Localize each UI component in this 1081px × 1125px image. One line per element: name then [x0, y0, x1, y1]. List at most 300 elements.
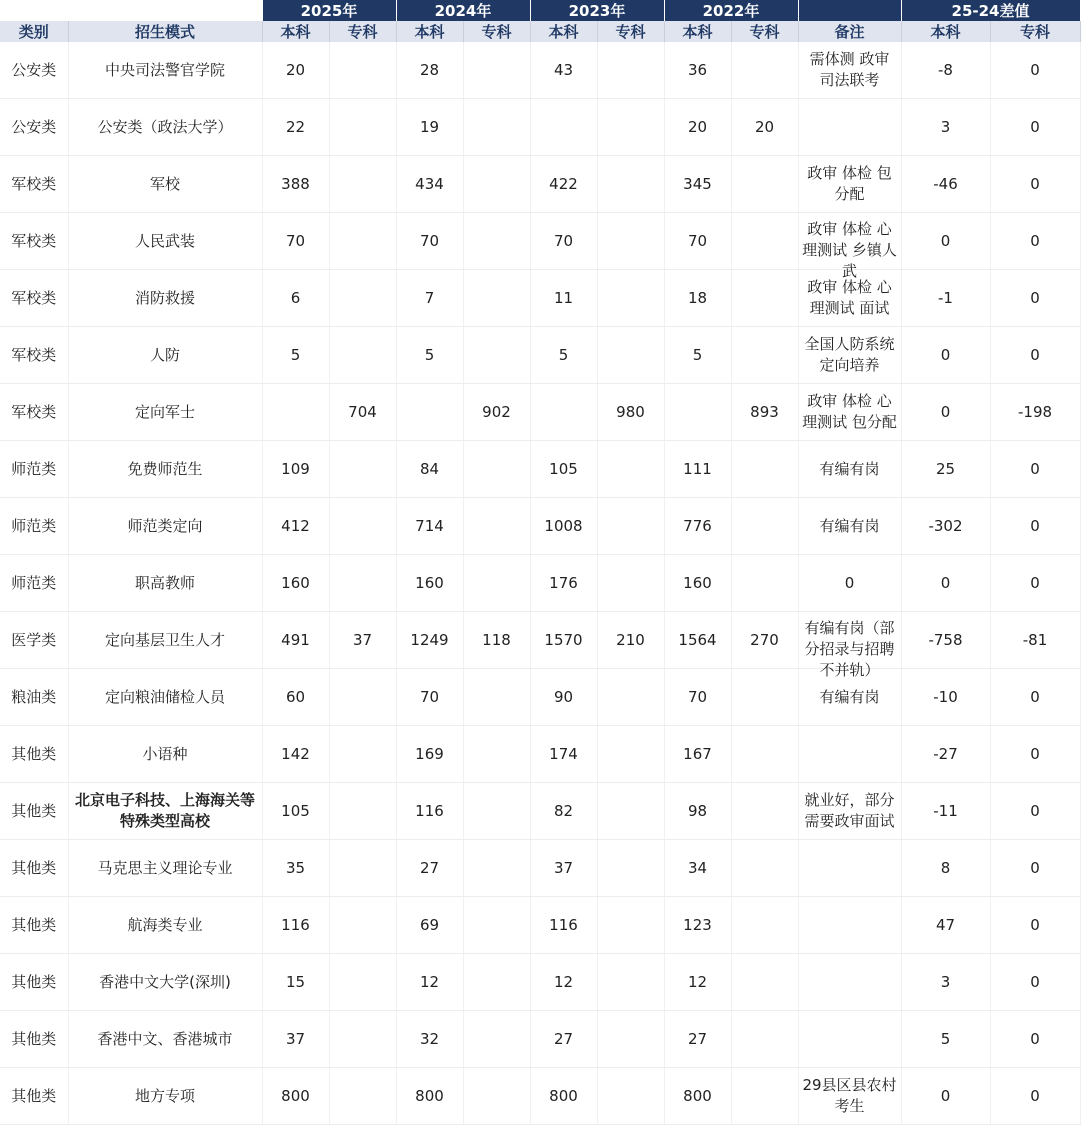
diff-zk: 0 [990, 954, 1080, 1011]
note-cell [798, 783, 901, 840]
category-cell: 师范类 [0, 555, 68, 612]
mode-cell: 消防救援 [68, 270, 262, 327]
diff-zk: 0 [990, 555, 1080, 612]
mode-cell: 定向基层卫生人才 [68, 612, 262, 669]
note-cell [798, 954, 901, 1011]
diff-zk: 0 [990, 1068, 1080, 1125]
value-2024-bk: 19 [396, 99, 463, 156]
value-2024-bk: 27 [396, 840, 463, 897]
value-2023-bk: 82 [530, 783, 597, 840]
table-row [0, 612, 1080, 669]
mode-cell: 定向军士 [68, 384, 262, 441]
table-row [0, 1011, 1080, 1068]
note-cell [798, 726, 901, 783]
value-2022-bk: 167 [664, 726, 731, 783]
note-text: 政审 体检 心理测试 面试 [807, 278, 892, 317]
note-cell [798, 270, 901, 327]
value-2025-bk: 388 [262, 156, 329, 213]
mode-cell: 香港中文大学(深圳) [68, 954, 262, 1011]
value-2023-bk: 105 [530, 441, 597, 498]
note-text: 有编有岗 [819, 516, 880, 535]
value-2025-bk: 160 [262, 555, 329, 612]
diff-zk: 0 [990, 213, 1080, 270]
value-2024-bk: 1249 [396, 612, 463, 669]
diff-bk: 0 [901, 213, 990, 270]
category-cell: 师范类 [0, 441, 68, 498]
value-2023-bk [530, 99, 597, 156]
diff-bk: -46 [901, 156, 990, 213]
col-2024-bk: 本科 [396, 21, 463, 42]
value-2025-bk: 6 [262, 270, 329, 327]
value-2024-bk: 169 [396, 726, 463, 783]
value-2023-bk [530, 384, 597, 441]
table-row [0, 156, 1080, 213]
value-2024-zk: 902 [463, 384, 530, 441]
mode-cell: 香港中文、香港城市 [68, 1011, 262, 1068]
value-2023-zk [597, 897, 664, 954]
value-2023-zk [597, 726, 664, 783]
diff-bk: -8 [901, 42, 990, 99]
value-2024-zk [463, 726, 530, 783]
note-cell [798, 441, 901, 498]
note-cell [798, 213, 901, 280]
value-2024-zk [463, 555, 530, 612]
note-text: 有编有岗 [819, 687, 880, 706]
note-cell [798, 327, 901, 384]
value-2025-bk: 20 [262, 42, 329, 99]
note-text: 全国人防系统定向培养 [804, 335, 895, 374]
value-2024-bk [396, 384, 463, 441]
table-row [0, 669, 1080, 726]
table-row [0, 954, 1080, 1011]
mode-cell: 人民武装 [68, 213, 262, 270]
table-row [0, 555, 1080, 612]
note-cell [798, 498, 901, 555]
value-2024-zk [463, 1011, 530, 1068]
diff-zk: 0 [990, 669, 1080, 726]
mode-cell: 航海类专业 [68, 897, 262, 954]
note-cell [798, 897, 901, 954]
diff-bk: 0 [901, 1068, 990, 1125]
table-row [0, 840, 1080, 897]
value-2025-zk [329, 1011, 396, 1068]
diff-zk: 0 [990, 498, 1080, 555]
note-text: 政审 体检 心理测试 包分配 [802, 392, 897, 431]
value-2022-zk [731, 1068, 798, 1125]
note-cell [798, 156, 901, 213]
diff-bk: -1 [901, 270, 990, 327]
value-2024-zk: 118 [463, 612, 530, 669]
value-2025-zk [329, 99, 396, 156]
diff-bk: -27 [901, 726, 990, 783]
year-header-2023: 2023年 [530, 0, 664, 21]
header-blank-cell [0, 0, 68, 21]
note-text: 0 [844, 573, 855, 592]
diff-bk: -11 [901, 783, 990, 840]
value-2025-zk [329, 555, 396, 612]
table-row [0, 1068, 1080, 1125]
category-cell: 公安类 [0, 42, 68, 99]
value-2022-zk [731, 327, 798, 384]
value-2024-bk: 434 [396, 156, 463, 213]
diff-bk: 25 [901, 441, 990, 498]
value-2025-bk [262, 384, 329, 441]
value-2024-bk: 28 [396, 42, 463, 99]
value-2025-zk [329, 213, 396, 270]
value-2025-bk: 109 [262, 441, 329, 498]
note-text: 29县区县农村考生 [802, 1076, 897, 1115]
diff-bk: -758 [901, 612, 990, 669]
note-text: 有编有岗（部分招录与招聘不并轨） [804, 619, 895, 679]
value-2024-bk: 714 [396, 498, 463, 555]
diff-bk: 8 [901, 840, 990, 897]
value-2025-zk [329, 783, 396, 840]
value-2023-bk: 11 [530, 270, 597, 327]
note-text: 就业好，部分需要政审面试 [804, 791, 895, 830]
mode-cell: 北京电子科技、上海海关等特殊类型高校 [68, 783, 262, 840]
col-diff-zk: 专科 [990, 21, 1080, 42]
value-2024-bk: 12 [396, 954, 463, 1011]
value-2024-bk: 84 [396, 441, 463, 498]
value-2025-bk: 70 [262, 213, 329, 270]
mode-cell: 马克思主义理论专业 [68, 840, 262, 897]
diff-bk: -302 [901, 498, 990, 555]
col-2023-bk: 本科 [530, 21, 597, 42]
diff-zk: 0 [990, 726, 1080, 783]
value-2025-zk [329, 669, 396, 726]
mode-cell: 人防 [68, 327, 262, 384]
col-mode: 招生模式 [68, 21, 262, 42]
value-2023-zk [597, 783, 664, 840]
table-row [0, 498, 1080, 555]
value-2024-bk: 116 [396, 783, 463, 840]
value-2022-zk [731, 42, 798, 99]
value-2024-zk [463, 156, 530, 213]
note-cell [798, 384, 901, 441]
col-category: 类别 [0, 21, 68, 42]
value-2025-zk [329, 954, 396, 1011]
value-2024-zk [463, 42, 530, 99]
value-2025-bk: 800 [262, 1068, 329, 1125]
value-2025-zk: 37 [329, 612, 396, 669]
diff-zk: 0 [990, 99, 1080, 156]
value-2022-bk: 20 [664, 99, 731, 156]
category-cell: 其他类 [0, 783, 68, 840]
table-row [0, 897, 1080, 954]
mode-cell: 军校 [68, 156, 262, 213]
value-2023-zk [597, 669, 664, 726]
value-2023-bk: 800 [530, 1068, 597, 1125]
value-2022-zk [731, 954, 798, 1011]
value-2024-bk: 69 [396, 897, 463, 954]
col-2023-zk: 专科 [597, 21, 664, 42]
col-diff-bk: 本科 [901, 21, 990, 42]
value-2023-bk: 12 [530, 954, 597, 1011]
year-header-2025: 2025年 [262, 0, 396, 21]
diff-zk: 0 [990, 840, 1080, 897]
value-2022-bk: 34 [664, 840, 731, 897]
value-2023-bk: 1008 [530, 498, 597, 555]
diff-bk: 0 [901, 384, 990, 441]
note-text: 需体测 政审 司法联考 [809, 50, 890, 89]
mode-cell: 中央司法警官学院 [68, 42, 262, 99]
diff-zk: -198 [990, 384, 1080, 441]
header-blank-note [798, 0, 901, 21]
diff-header: 25-24差值 [901, 0, 1080, 21]
table-row [0, 384, 1080, 441]
value-2024-zk [463, 1068, 530, 1125]
diff-zk: 0 [990, 897, 1080, 954]
value-2023-bk: 5 [530, 327, 597, 384]
value-2022-bk: 111 [664, 441, 731, 498]
value-2022-zk [731, 156, 798, 213]
value-2023-zk [597, 555, 664, 612]
diff-bk: 5 [901, 1011, 990, 1068]
table-row [0, 327, 1080, 384]
value-2025-zk [329, 840, 396, 897]
col-2025-zk: 专科 [329, 21, 396, 42]
value-2025-bk: 142 [262, 726, 329, 783]
value-2024-bk: 32 [396, 1011, 463, 1068]
value-2023-zk [597, 441, 664, 498]
table-row [0, 441, 1080, 498]
diff-zk: 0 [990, 156, 1080, 213]
diff-bk: 0 [901, 327, 990, 384]
value-2025-bk: 491 [262, 612, 329, 669]
table-row [0, 213, 1080, 270]
value-2022-bk [664, 384, 731, 441]
value-2025-bk: 412 [262, 498, 329, 555]
value-2025-bk: 22 [262, 99, 329, 156]
value-2023-bk: 176 [530, 555, 597, 612]
diff-bk: 3 [901, 954, 990, 1011]
diff-bk: 3 [901, 99, 990, 156]
value-2022-bk: 12 [664, 954, 731, 1011]
note-cell [798, 840, 901, 897]
category-cell: 军校类 [0, 156, 68, 213]
value-2024-bk: 70 [396, 669, 463, 726]
header-blank-cell [68, 0, 262, 21]
value-2023-bk: 90 [530, 669, 597, 726]
value-2022-bk: 800 [664, 1068, 731, 1125]
diff-zk: 0 [990, 270, 1080, 327]
diff-zk: 0 [990, 327, 1080, 384]
value-2024-zk [463, 669, 530, 726]
diff-zk: 0 [990, 1011, 1080, 1068]
value-2023-zk [597, 840, 664, 897]
col-2022-bk: 本科 [664, 21, 731, 42]
value-2024-bk: 7 [396, 270, 463, 327]
value-2022-bk: 98 [664, 783, 731, 840]
value-2022-bk: 123 [664, 897, 731, 954]
value-2025-bk: 105 [262, 783, 329, 840]
value-2022-zk: 20 [731, 99, 798, 156]
value-2025-bk: 116 [262, 897, 329, 954]
value-2023-bk: 1570 [530, 612, 597, 669]
category-cell: 其他类 [0, 1011, 68, 1068]
value-2024-zk [463, 270, 530, 327]
value-2022-zk: 893 [731, 384, 798, 441]
value-2023-bk: 174 [530, 726, 597, 783]
category-cell: 其他类 [0, 726, 68, 783]
value-2023-zk: 210 [597, 612, 664, 669]
value-2023-bk: 37 [530, 840, 597, 897]
year-header-2024: 2024年 [396, 0, 530, 21]
value-2025-zk: 704 [329, 384, 396, 441]
value-2022-bk: 70 [664, 213, 731, 270]
value-2025-bk: 37 [262, 1011, 329, 1068]
value-2024-zk [463, 441, 530, 498]
year-header-2022: 2022年 [664, 0, 798, 21]
table-body [0, 42, 1080, 1125]
value-2024-bk: 70 [396, 213, 463, 270]
value-2022-bk: 18 [664, 270, 731, 327]
diff-zk: 0 [990, 783, 1080, 840]
value-2022-bk: 1564 [664, 612, 731, 669]
value-2022-bk: 776 [664, 498, 731, 555]
value-2023-zk [597, 213, 664, 270]
value-2024-bk: 800 [396, 1068, 463, 1125]
value-2023-bk: 43 [530, 42, 597, 99]
mode-cell: 地方专项 [68, 1068, 262, 1125]
value-2022-bk: 160 [664, 555, 731, 612]
value-2022-zk [731, 669, 798, 726]
diff-bk: 0 [901, 555, 990, 612]
value-2025-zk [329, 726, 396, 783]
value-2022-zk [731, 441, 798, 498]
table-row [0, 726, 1080, 783]
mode-cell: 师范类定向 [68, 498, 262, 555]
year-header-row [0, 0, 1080, 21]
category-cell: 其他类 [0, 897, 68, 954]
value-2023-zk [597, 954, 664, 1011]
diff-bk: 47 [901, 897, 990, 954]
diff-zk: -81 [990, 612, 1080, 669]
value-2022-zk [731, 840, 798, 897]
value-2024-zk [463, 783, 530, 840]
col-2025-bk: 本科 [262, 21, 329, 42]
value-2022-zk [731, 783, 798, 840]
table-row [0, 99, 1080, 156]
value-2023-zk [597, 42, 664, 99]
value-2022-zk [731, 726, 798, 783]
col-2024-zk: 专科 [463, 21, 530, 42]
col-2022-zk: 专科 [731, 21, 798, 42]
mode-cell: 职高教师 [68, 555, 262, 612]
value-2022-bk: 36 [664, 42, 731, 99]
value-2024-zk [463, 498, 530, 555]
category-cell: 军校类 [0, 384, 68, 441]
table-row [0, 783, 1080, 840]
value-2025-bk: 5 [262, 327, 329, 384]
category-cell: 其他类 [0, 954, 68, 1011]
value-2022-bk: 70 [664, 669, 731, 726]
value-2022-zk [731, 555, 798, 612]
note-cell [798, 99, 901, 156]
category-cell: 其他类 [0, 1068, 68, 1125]
diff-zk: 0 [990, 42, 1080, 99]
value-2023-zk [597, 498, 664, 555]
category-cell: 军校类 [0, 213, 68, 270]
category-cell: 医学类 [0, 612, 68, 669]
note-text: 政审 体检 包分配 [807, 164, 892, 203]
value-2022-bk: 27 [664, 1011, 731, 1068]
value-2025-zk [329, 42, 396, 99]
value-2025-zk [329, 327, 396, 384]
value-2025-zk [329, 441, 396, 498]
note-text: 政审 体检 心理测试 乡镇人武 [802, 220, 897, 280]
category-cell: 军校类 [0, 270, 68, 327]
value-2022-bk: 345 [664, 156, 731, 213]
value-2025-bk: 60 [262, 669, 329, 726]
value-2022-zk [731, 213, 798, 270]
note-text: 有编有岗 [819, 459, 880, 478]
value-2024-zk [463, 99, 530, 156]
value-2022-zk: 270 [731, 612, 798, 669]
category-cell: 师范类 [0, 498, 68, 555]
value-2023-zk [597, 156, 664, 213]
value-2025-zk [329, 1068, 396, 1125]
mode-cell: 公安类（政法大学） [68, 99, 262, 156]
value-2025-zk [329, 270, 396, 327]
category-cell: 军校类 [0, 327, 68, 384]
category-cell: 其他类 [0, 840, 68, 897]
mode-cell: 小语种 [68, 726, 262, 783]
value-2023-zk [597, 1068, 664, 1125]
value-2023-zk [597, 1011, 664, 1068]
value-2024-zk [463, 897, 530, 954]
note-cell [798, 1011, 901, 1068]
value-2022-zk [731, 1011, 798, 1068]
value-2025-zk [329, 156, 396, 213]
value-2025-bk: 35 [262, 840, 329, 897]
category-cell: 粮油类 [0, 669, 68, 726]
value-2024-zk [463, 213, 530, 270]
note-cell [798, 612, 901, 679]
table-row [0, 270, 1080, 327]
column-header-row [0, 21, 1080, 42]
mode-cell: 定向粮油储检人员 [68, 669, 262, 726]
value-2024-zk [463, 327, 530, 384]
value-2023-zk [597, 327, 664, 384]
value-2022-zk [731, 498, 798, 555]
value-2022-bk: 5 [664, 327, 731, 384]
value-2024-zk [463, 954, 530, 1011]
category-cell: 公安类 [0, 99, 68, 156]
value-2024-bk: 5 [396, 327, 463, 384]
value-2023-zk [597, 99, 664, 156]
mode-cell: 免费师范生 [68, 441, 262, 498]
value-2025-bk: 15 [262, 954, 329, 1011]
value-2024-zk [463, 840, 530, 897]
value-2023-bk: 70 [530, 213, 597, 270]
value-2022-zk [731, 270, 798, 327]
value-2023-zk: 980 [597, 384, 664, 441]
note-cell [798, 1068, 901, 1125]
note-cell [798, 555, 901, 612]
value-2023-bk: 422 [530, 156, 597, 213]
value-2023-bk: 116 [530, 897, 597, 954]
value-2023-bk: 27 [530, 1011, 597, 1068]
value-2025-zk [329, 897, 396, 954]
value-2023-zk [597, 270, 664, 327]
table-row [0, 42, 1080, 99]
value-2024-bk: 160 [396, 555, 463, 612]
value-2022-zk [731, 897, 798, 954]
value-2025-zk [329, 498, 396, 555]
diff-bk: -10 [901, 669, 990, 726]
note-cell [798, 42, 901, 99]
